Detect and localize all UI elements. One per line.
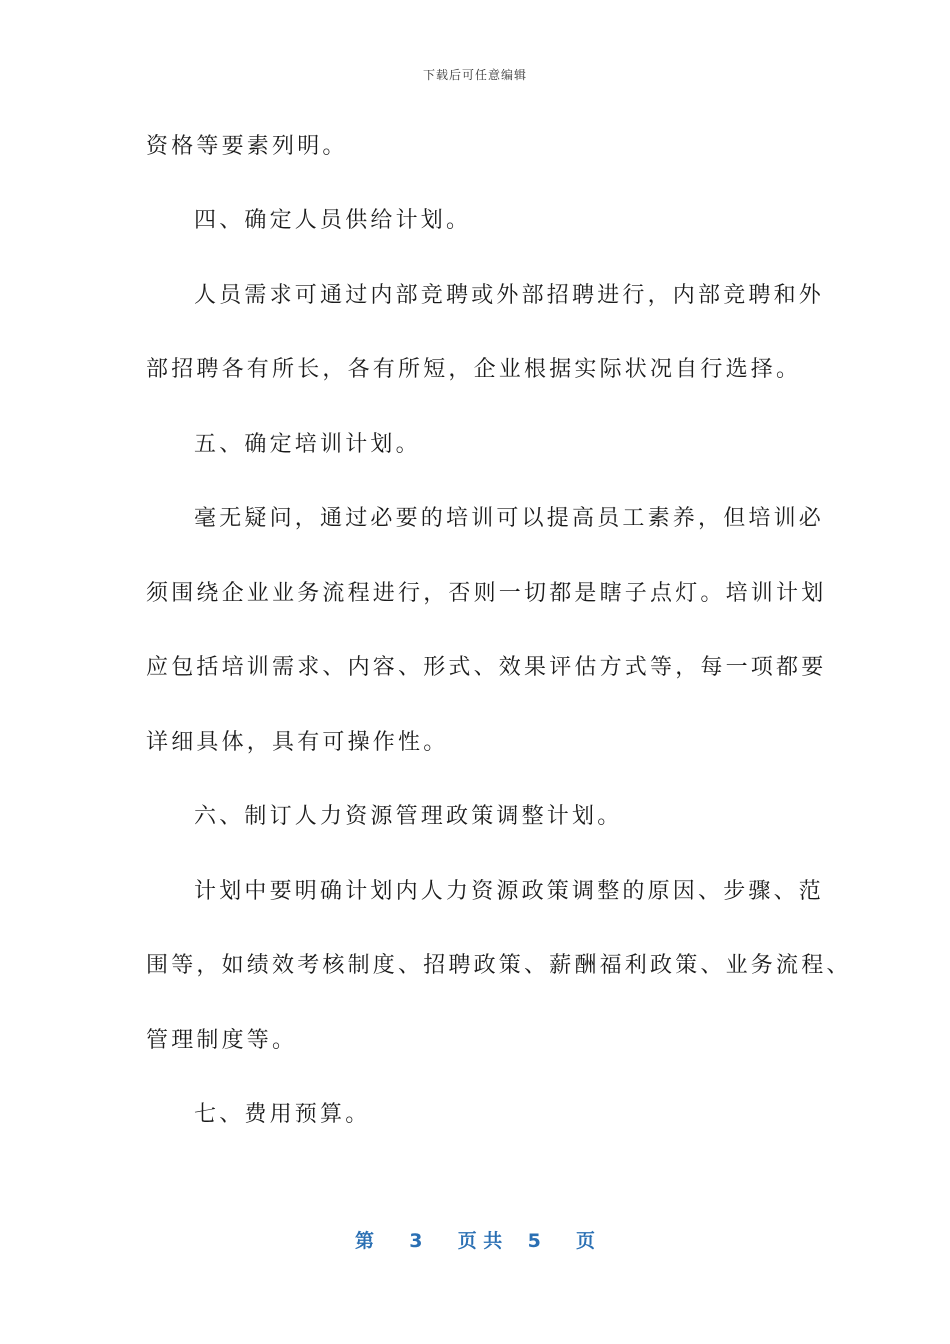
body-line: 管理制度等。: [146, 1028, 298, 1053]
total-pages-number: 5: [527, 1230, 541, 1252]
section-heading: 四、确定人员供给计划。: [194, 208, 472, 233]
body-line: 须围绕企业业务流程进行，否则一切都是瞎子点灯。培训计划: [146, 581, 827, 606]
page-header-note: 下载后可任意编辑: [422, 68, 527, 82]
current-page-number: 3: [409, 1230, 423, 1252]
body-line: 应包括培训需求、内容、形式、效果评估方式等，每一项都要: [146, 655, 827, 680]
body-line: 人员需求可通过内部竞聘或外部招聘进行，内部竞聘和外: [194, 283, 825, 308]
section-heading: 五、确定培训计划。: [194, 432, 421, 457]
page-prefix: 第: [354, 1230, 374, 1252]
section-heading: 六、制订人力资源管理政策调整计划。: [194, 804, 623, 829]
page-mid-text: 页 共: [457, 1230, 503, 1252]
page-suffix: 页: [576, 1230, 596, 1252]
body-line: 计划中要明确计划内人力资源政策调整的原因、步骤、范: [194, 879, 825, 904]
body-line: 资格等要素列明。: [146, 134, 348, 159]
section-heading: 七、费用预算。: [194, 1102, 371, 1127]
body-line: 毫无疑问，通过必要的培训可以提高员工素养，但培训必: [194, 506, 825, 531]
body-line: 部招聘各有所长，各有所短，企业根据实际状况自行选择。: [146, 357, 802, 382]
body-line: 详细具体，具有可操作性。: [146, 730, 449, 755]
page-footer: [0, 1226, 950, 1253]
body-line: 围等，如绩效考核制度、招聘政策、薪酬福利政策、业务流程、: [146, 953, 852, 978]
